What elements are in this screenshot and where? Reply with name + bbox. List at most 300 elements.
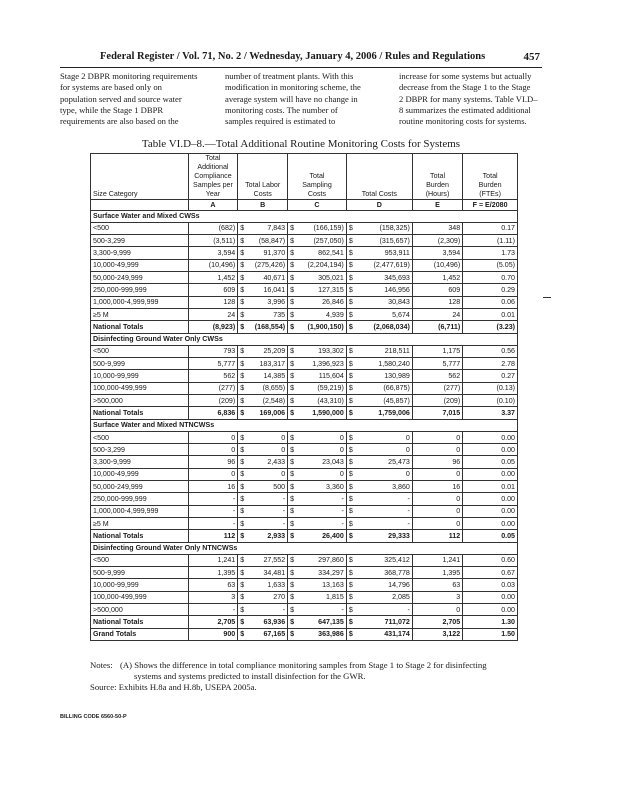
cell: 1,175 xyxy=(412,345,462,357)
cell: 27,552 xyxy=(249,554,288,566)
cell: $ xyxy=(288,345,299,357)
row-label: 10,000-49,999 xyxy=(91,468,189,480)
cell: 3,360 xyxy=(299,481,346,493)
intro-column-2 xyxy=(225,71,375,127)
cell: $ xyxy=(346,468,357,480)
row-label: 100,000-499,999 xyxy=(91,382,189,394)
cell: $ xyxy=(238,382,249,394)
row-label: 3,300-9,999 xyxy=(91,247,189,259)
section-title: Disinfecting Ground Water Only NTNCWSs xyxy=(91,542,518,554)
cell: 26,400 xyxy=(299,530,346,542)
row-label: >500,000 xyxy=(91,394,189,406)
cell: 431,174 xyxy=(358,628,413,640)
cell: 0.00 xyxy=(463,468,518,480)
cell: 16 xyxy=(188,481,238,493)
cell: - xyxy=(249,517,288,529)
cell: $ xyxy=(238,493,249,505)
cell: 0.60 xyxy=(463,554,518,566)
header-rule xyxy=(60,67,542,68)
table-row xyxy=(91,579,518,591)
cell: 30,843 xyxy=(358,296,413,308)
cell: $ xyxy=(346,235,357,247)
cell: $ xyxy=(288,579,299,591)
cell: 40,671 xyxy=(249,272,288,284)
cell: (2,548) xyxy=(249,394,288,406)
cell: (3,511) xyxy=(188,235,238,247)
cell: (2,477,619) xyxy=(358,259,413,271)
cell: (1,900,150) xyxy=(299,321,346,333)
cell: 0.00 xyxy=(463,591,518,603)
cell: 1.73 xyxy=(463,247,518,259)
cell: 1.50 xyxy=(463,628,518,640)
cell: $ xyxy=(288,394,299,406)
text-line: modification in monitoring scheme, the xyxy=(225,82,361,93)
row-label: <500 xyxy=(91,554,189,566)
cell: 0 xyxy=(188,431,238,443)
cell: $ xyxy=(346,567,357,579)
cell: - xyxy=(358,604,413,616)
cell: 0.00 xyxy=(463,493,518,505)
cell: - xyxy=(358,517,413,529)
cell: $ xyxy=(346,284,357,296)
cell: 0 xyxy=(249,444,288,456)
row-label: 50,000-249,999 xyxy=(91,272,189,284)
cell: 91,370 xyxy=(249,247,288,259)
cell: 29,333 xyxy=(358,530,413,542)
cell: $ xyxy=(346,370,357,382)
table-body xyxy=(91,210,518,640)
margin-mark xyxy=(543,297,551,298)
cell: 1,241 xyxy=(412,554,462,566)
row-label: National Totals xyxy=(91,530,189,542)
cell: 2,705 xyxy=(412,616,462,628)
cell: $ xyxy=(238,579,249,591)
cell: $ xyxy=(238,407,249,419)
cell: 63 xyxy=(412,579,462,591)
cell: (209) xyxy=(188,394,238,406)
cell: (0.13) xyxy=(463,382,518,394)
note-line-1: Notes: (A) Shows the difference in total compliance monitoring samples from Stage 1 to Stage 2 for disinfecting xyxy=(90,660,487,670)
row-label: 500-9,999 xyxy=(91,567,189,579)
cell: (8,655) xyxy=(249,382,288,394)
cell: $ xyxy=(238,444,249,456)
cell: 3 xyxy=(188,591,238,603)
cell: 218,511 xyxy=(358,345,413,357)
letter-e: E xyxy=(412,199,462,210)
cell: 0 xyxy=(249,468,288,480)
cell: 2,433 xyxy=(249,456,288,468)
cell: 0 xyxy=(188,444,238,456)
table-row xyxy=(91,444,518,456)
cell: $ xyxy=(288,358,299,370)
cell: 647,135 xyxy=(299,616,346,628)
cell: - xyxy=(249,604,288,616)
text-line: number of treatment plants. With this xyxy=(225,71,354,81)
cell: - xyxy=(358,493,413,505)
cell: 562 xyxy=(412,370,462,382)
cell: $ xyxy=(288,591,299,603)
cell: $ xyxy=(288,604,299,616)
text-line: for systems are based only on xyxy=(60,82,162,93)
page-number: 457 xyxy=(523,51,540,63)
cell: $ xyxy=(346,321,357,333)
letter-f: F = E/2080 xyxy=(463,199,518,210)
cell: (58,847) xyxy=(249,235,288,247)
table-row xyxy=(91,358,518,370)
table-row xyxy=(91,468,518,480)
cell: 0.05 xyxy=(463,530,518,542)
cell: $ xyxy=(288,296,299,308)
cell: $ xyxy=(288,247,299,259)
table-notes xyxy=(90,660,530,694)
cell: 127,315 xyxy=(299,284,346,296)
cell: - xyxy=(249,505,288,517)
cell: $ xyxy=(346,259,357,271)
cell: $ xyxy=(346,530,357,542)
cell: 0 xyxy=(358,468,413,480)
cell: 0.00 xyxy=(463,517,518,529)
column-letter-row xyxy=(91,199,518,210)
table-row xyxy=(91,394,518,406)
cell: 862,541 xyxy=(299,247,346,259)
table-row xyxy=(91,235,518,247)
cell: (3.23) xyxy=(463,321,518,333)
monitoring-costs-table xyxy=(90,153,518,641)
cell: $ xyxy=(288,554,299,566)
cell: - xyxy=(188,517,238,529)
cell: 0.00 xyxy=(463,604,518,616)
cell: 270 xyxy=(249,591,288,603)
text-line: requirements are also based on the xyxy=(60,116,179,127)
row-label: <500 xyxy=(91,431,189,443)
cell: 25,473 xyxy=(358,456,413,468)
section-title: Surface Water and Mixed NTNCWSs xyxy=(91,419,518,431)
cell: 4,939 xyxy=(299,308,346,320)
cell: (209) xyxy=(412,394,462,406)
header-labor-costs: Total Labor Costs xyxy=(238,154,288,200)
cell: $ xyxy=(238,345,249,357)
cell: (275,426) xyxy=(249,259,288,271)
cell: 5,777 xyxy=(188,358,238,370)
cell: 0 xyxy=(412,431,462,443)
cell: $ xyxy=(288,517,299,529)
cell: 63,936 xyxy=(249,616,288,628)
cell: $ xyxy=(346,444,357,456)
cell: - xyxy=(188,505,238,517)
cell: 1,396,923 xyxy=(299,358,346,370)
cell: 112 xyxy=(188,530,238,542)
cell: 609 xyxy=(412,284,462,296)
cell: 169,006 xyxy=(249,407,288,419)
cell: (5.05) xyxy=(463,259,518,271)
cell: $ xyxy=(288,259,299,271)
cell: - xyxy=(299,505,346,517)
cell: 128 xyxy=(412,296,462,308)
cell: 1,452 xyxy=(188,272,238,284)
text-line: Stage 2 DBPR monitoring requirements xyxy=(60,71,198,81)
section-header-row xyxy=(91,419,518,431)
row-label: 10,000-49,999 xyxy=(91,259,189,271)
cell: 14,796 xyxy=(358,579,413,591)
cell: 0 xyxy=(412,493,462,505)
cell: 13,163 xyxy=(299,579,346,591)
cell: (277) xyxy=(412,382,462,394)
table-row xyxy=(91,431,518,443)
cell: 23,043 xyxy=(299,456,346,468)
billing-code: BILLING CODE 6560-50-P xyxy=(60,714,127,720)
section-total-row xyxy=(91,407,518,419)
cell: 128 xyxy=(188,296,238,308)
cell: (2,068,034) xyxy=(358,321,413,333)
cell: - xyxy=(299,604,346,616)
cell: $ xyxy=(346,456,357,468)
grand-total-row xyxy=(91,628,518,640)
cell: $ xyxy=(346,505,357,517)
cell: 7,015 xyxy=(412,407,462,419)
cell: $ xyxy=(288,308,299,320)
cell: (277) xyxy=(188,382,238,394)
text-line: decrease from the Stage 1 to the Stage xyxy=(399,82,531,93)
table-row xyxy=(91,567,518,579)
text-line: 2 DBPR for many systems. Table VI.D– xyxy=(399,93,538,104)
cell: 0 xyxy=(358,444,413,456)
cell: $ xyxy=(238,554,249,566)
table-row xyxy=(91,382,518,394)
row-label: ≥5 M xyxy=(91,308,189,320)
text-line: average system will have no change in xyxy=(225,93,358,104)
cell: $ xyxy=(238,321,249,333)
cell: 1,580,240 xyxy=(358,358,413,370)
cell: $ xyxy=(238,468,249,480)
cell: $ xyxy=(238,431,249,443)
cell: (315,657) xyxy=(358,235,413,247)
cell: $ xyxy=(346,628,357,640)
table-row xyxy=(91,505,518,517)
cell: 16,041 xyxy=(249,284,288,296)
letter-b: B xyxy=(238,199,288,210)
row-label: 10,000-99,999 xyxy=(91,579,189,591)
cell: $ xyxy=(288,222,299,234)
cell: 0.06 xyxy=(463,296,518,308)
text-line: samples required is estimated to xyxy=(225,116,336,127)
header-sampling-costs: Total Sampling Costs xyxy=(288,154,347,200)
cell: (0.10) xyxy=(463,394,518,406)
cell: $ xyxy=(238,530,249,542)
cell: $ xyxy=(238,296,249,308)
cell: 3,594 xyxy=(412,247,462,259)
cell: 1,395 xyxy=(412,567,462,579)
cell: 6,836 xyxy=(188,407,238,419)
text-line: monitoring costs. The number of xyxy=(225,104,338,115)
cell: $ xyxy=(288,493,299,505)
cell: $ xyxy=(238,481,249,493)
cell: 34,481 xyxy=(249,567,288,579)
section-title: Surface Water and Mixed CWSs xyxy=(91,210,518,222)
row-label: ≥5 M xyxy=(91,517,189,529)
cell: $ xyxy=(238,272,249,284)
cell: - xyxy=(358,505,413,517)
text-line: 8 summarizes the estimated additional xyxy=(399,104,531,115)
cell: $ xyxy=(288,481,299,493)
cell: $ xyxy=(288,321,299,333)
cell: 2,933 xyxy=(249,530,288,542)
cell: $ xyxy=(238,394,249,406)
cell: 1,815 xyxy=(299,591,346,603)
cell: $ xyxy=(346,591,357,603)
cell: $ xyxy=(288,616,299,628)
cell: 3,594 xyxy=(188,247,238,259)
row-label: 1,000,000-4,999,999 xyxy=(91,505,189,517)
cell: 1,633 xyxy=(249,579,288,591)
row-label: 100,000-499,999 xyxy=(91,591,189,603)
cell: $ xyxy=(346,493,357,505)
cell: - xyxy=(299,493,346,505)
cell: 0 xyxy=(299,431,346,443)
row-label: >500,000 xyxy=(91,604,189,616)
cell: $ xyxy=(288,444,299,456)
cell: $ xyxy=(238,247,249,259)
cell: $ xyxy=(288,431,299,443)
cell: $ xyxy=(238,517,249,529)
cell: 96 xyxy=(188,456,238,468)
cell: 1,590,000 xyxy=(299,407,346,419)
cell: (166,159) xyxy=(299,222,346,234)
table-row xyxy=(91,272,518,284)
cell: 2,085 xyxy=(358,591,413,603)
cell: 16 xyxy=(412,481,462,493)
cell: $ xyxy=(288,284,299,296)
running-title: Federal Register / Vol. 71, No. 2 / Wednesday, January 4, 2006 / Rules and Regulations xyxy=(100,51,486,62)
cell: 953,911 xyxy=(358,247,413,259)
section-total-row xyxy=(91,321,518,333)
cell: - xyxy=(299,517,346,529)
header-total-costs: Total Costs xyxy=(346,154,412,200)
cell: $ xyxy=(346,579,357,591)
intro-column-1 xyxy=(60,71,210,127)
table-row xyxy=(91,554,518,566)
cell: $ xyxy=(288,468,299,480)
table-row xyxy=(91,493,518,505)
table-row xyxy=(91,591,518,603)
cell: 24 xyxy=(412,308,462,320)
cell: 325,412 xyxy=(358,554,413,566)
cell: $ xyxy=(288,530,299,542)
cell: 0 xyxy=(188,468,238,480)
cell: $ xyxy=(238,505,249,517)
cell: 0.67 xyxy=(463,567,518,579)
section-header-row xyxy=(91,542,518,554)
text-line: type, while the Stage 1 DBPR xyxy=(60,104,164,115)
cell: $ xyxy=(238,235,249,247)
cell: (59,219) xyxy=(299,382,346,394)
cell: $ xyxy=(346,517,357,529)
cell: $ xyxy=(238,604,249,616)
cell: 500 xyxy=(249,481,288,493)
cell: 63 xyxy=(188,579,238,591)
cell: $ xyxy=(288,235,299,247)
cell: $ xyxy=(288,370,299,382)
cell: 609 xyxy=(188,284,238,296)
intro-text xyxy=(60,71,542,131)
cell: $ xyxy=(346,308,357,320)
row-label: 10,000-99,999 xyxy=(91,370,189,382)
cell: 0.00 xyxy=(463,444,518,456)
intro-column-3 xyxy=(399,71,542,127)
cell: 130,989 xyxy=(358,370,413,382)
section-header-row xyxy=(91,333,518,345)
table-row xyxy=(91,481,518,493)
cell: 0.00 xyxy=(463,431,518,443)
row-label: 3,300-9,999 xyxy=(91,456,189,468)
cell: 1,241 xyxy=(188,554,238,566)
table-row xyxy=(91,296,518,308)
cell: 0.56 xyxy=(463,345,518,357)
row-label: National Totals xyxy=(91,616,189,628)
cell: 0.01 xyxy=(463,481,518,493)
cell: $ xyxy=(346,604,357,616)
cell: $ xyxy=(346,431,357,443)
cell: $ xyxy=(238,259,249,271)
table-row xyxy=(91,259,518,271)
row-label: National Totals xyxy=(91,321,189,333)
cell: (45,857) xyxy=(358,394,413,406)
text-line: population served and source water xyxy=(60,93,182,104)
cell: 0 xyxy=(299,468,346,480)
cell: 193,302 xyxy=(299,345,346,357)
cell: - xyxy=(188,604,238,616)
cell: $ xyxy=(238,616,249,628)
table-row xyxy=(91,308,518,320)
cell: $ xyxy=(346,222,357,234)
cell: - xyxy=(249,493,288,505)
section-total-row xyxy=(91,530,518,542)
letter-d: D xyxy=(346,199,412,210)
table-row xyxy=(91,517,518,529)
header-burden-ftes: Total Burden (FTEs) xyxy=(463,154,518,200)
cell: 5,674 xyxy=(358,308,413,320)
cell: 368,778 xyxy=(358,567,413,579)
cell: $ xyxy=(238,591,249,603)
cell: (257,050) xyxy=(299,235,346,247)
cell: (10,496) xyxy=(412,259,462,271)
cell: 0.27 xyxy=(463,370,518,382)
header-burden-hours: Total Burden (Hours) xyxy=(412,154,462,200)
cell: (2,309) xyxy=(412,235,462,247)
cell: $ xyxy=(238,284,249,296)
cell: (682) xyxy=(188,222,238,234)
cell: 96 xyxy=(412,456,462,468)
cell: $ xyxy=(238,567,249,579)
row-label: 250,000-999,999 xyxy=(91,284,189,296)
letter-c: C xyxy=(288,199,347,210)
cell: 0.00 xyxy=(463,505,518,517)
cell: 1.30 xyxy=(463,616,518,628)
cell: (158,325) xyxy=(358,222,413,234)
cell: 793 xyxy=(188,345,238,357)
cell: (8,923) xyxy=(188,321,238,333)
cell: $ xyxy=(346,407,357,419)
row-label: <500 xyxy=(91,345,189,357)
cell: 363,986 xyxy=(299,628,346,640)
cell: $ xyxy=(288,456,299,468)
cell: $ xyxy=(346,394,357,406)
cell: 0.70 xyxy=(463,272,518,284)
cell: $ xyxy=(288,505,299,517)
table-header-row xyxy=(91,154,518,200)
cell: 2,705 xyxy=(188,616,238,628)
cell: 0 xyxy=(249,431,288,443)
cell: $ xyxy=(346,247,357,259)
